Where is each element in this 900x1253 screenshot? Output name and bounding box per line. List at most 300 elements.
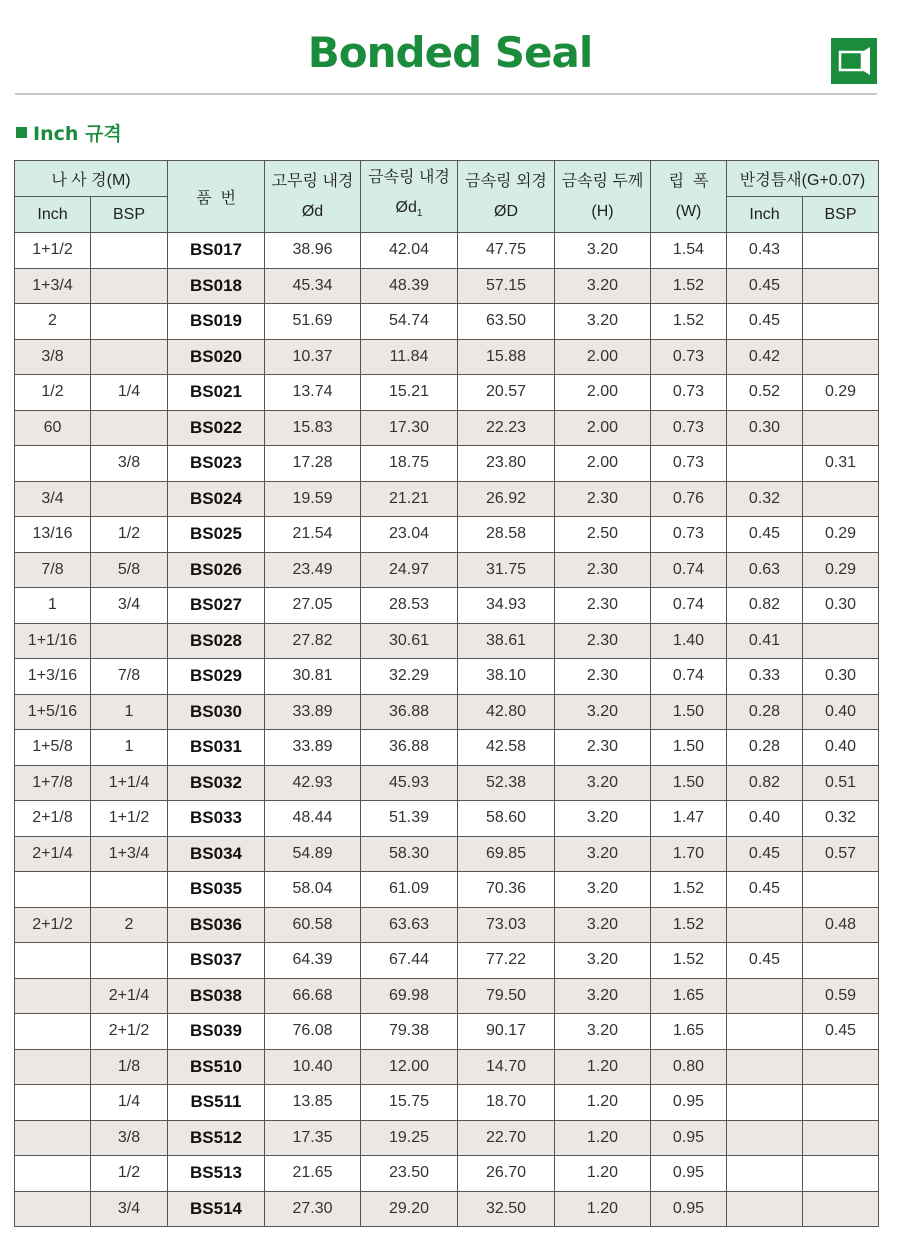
- cell-gap-bsp: 0.40: [803, 730, 879, 766]
- cell-metal-thickness: 2.30: [555, 730, 651, 766]
- page-title: Bonded Seal: [307, 28, 593, 77]
- cell-lip-width: 0.76: [651, 481, 727, 517]
- cell-bsp: 2+1/2: [91, 1014, 168, 1050]
- cell-gap-bsp: 0.57: [803, 836, 879, 872]
- table-row: [15, 623, 879, 659]
- cell-gap-bsp: [803, 1120, 879, 1156]
- cell-inch: 2+1/2: [15, 907, 91, 943]
- cell-metal-thickness: 2.00: [555, 375, 651, 411]
- cell-part-no: BS020: [168, 339, 265, 375]
- cell-metal-thickness: 3.20: [555, 765, 651, 801]
- spec-table-body: [15, 233, 879, 1227]
- table-row: [15, 410, 879, 446]
- cell-part-no: BS026: [168, 552, 265, 588]
- header-metal-thickness: [555, 161, 651, 233]
- table-row: [15, 446, 879, 482]
- cell-gap-inch: 0.40: [727, 801, 803, 837]
- table-row: [15, 765, 879, 801]
- cell-part-no: BS037: [168, 943, 265, 979]
- cell-lip-width: 0.73: [651, 517, 727, 553]
- header-metal-id-symbol: [361, 193, 457, 229]
- cell-metal-id: 15.75: [361, 1085, 458, 1121]
- table-row: [15, 375, 879, 411]
- cell-bsp: 2: [91, 907, 168, 943]
- cell-metal-thickness: 2.30: [555, 659, 651, 695]
- cell-metal-id: 45.93: [361, 765, 458, 801]
- table-row: [15, 1120, 879, 1156]
- cell-lip-width: 0.73: [651, 339, 727, 375]
- cell-metal-id: 30.61: [361, 623, 458, 659]
- cell-metal-od: 70.36: [458, 872, 555, 908]
- cell-bsp: 3/4: [91, 1191, 168, 1227]
- table-row: [15, 517, 879, 553]
- table-row: [15, 588, 879, 624]
- cell-gap-bsp: [803, 481, 879, 517]
- cell-bsp: 1/2: [91, 1156, 168, 1192]
- cell-metal-thickness: 2.50: [555, 517, 651, 553]
- cell-metal-od: 22.23: [458, 410, 555, 446]
- cell-inch: 7/8: [15, 552, 91, 588]
- cell-lip-width: 1.50: [651, 765, 727, 801]
- cell-rubber-id: 45.34: [265, 268, 361, 304]
- table-row: [15, 552, 879, 588]
- header-lip-width-label: 립 폭: [668, 172, 709, 190]
- cell-gap-inch: 0.43: [727, 233, 803, 269]
- cell-metal-thickness: 1.20: [555, 1156, 651, 1192]
- cell-metal-thickness: 3.20: [555, 872, 651, 908]
- cell-gap-inch: 0.45: [727, 943, 803, 979]
- cell-part-no: BS028: [168, 623, 265, 659]
- cell-lip-width: 1.52: [651, 872, 727, 908]
- cell-gap-inch: [727, 1014, 803, 1050]
- header-rubber-id-symbol: Ød: [301, 202, 324, 220]
- cell-gap-bsp: [803, 1191, 879, 1227]
- header-part-no: 품 번: [168, 161, 265, 233]
- header-metal-id: [361, 161, 458, 233]
- cell-bsp: 1/2: [91, 517, 168, 553]
- cell-part-no: BS023: [168, 446, 265, 482]
- cell-gap-inch: 0.42: [727, 339, 803, 375]
- cell-metal-thickness: 3.20: [555, 233, 651, 269]
- cell-rubber-id: 58.04: [265, 872, 361, 908]
- cell-metal-od: 32.50: [458, 1191, 555, 1227]
- header-inch: Inch: [15, 197, 91, 233]
- cell-metal-thickness: 1.20: [555, 1049, 651, 1085]
- cell-metal-od: 47.75: [458, 233, 555, 269]
- cell-rubber-id: 60.58: [265, 907, 361, 943]
- cell-metal-thickness: 2.30: [555, 623, 651, 659]
- cell-metal-id: 23.50: [361, 1156, 458, 1192]
- cell-metal-id: 61.09: [361, 872, 458, 908]
- cell-part-no: BS513: [168, 1156, 265, 1192]
- cell-gap-inch: 0.45: [727, 836, 803, 872]
- header-metal-id-subscript: 1: [416, 208, 423, 220]
- cell-metal-od: 26.70: [458, 1156, 555, 1192]
- cell-gap-inch: 0.52: [727, 375, 803, 411]
- cell-metal-thickness: 3.20: [555, 1014, 651, 1050]
- cell-gap-inch: 0.45: [727, 517, 803, 553]
- cell-bsp: 3/4: [91, 588, 168, 624]
- cell-gap-bsp: 0.51: [803, 765, 879, 801]
- cell-rubber-id: 38.96: [265, 233, 361, 269]
- table-row: [15, 907, 879, 943]
- header-gap-inch: Inch: [727, 197, 803, 233]
- cell-gap-inch: 0.45: [727, 268, 803, 304]
- cell-gap-bsp: [803, 623, 879, 659]
- cell-part-no: BS031: [168, 730, 265, 766]
- cell-bsp: 2+1/4: [91, 978, 168, 1014]
- cell-gap-inch: [727, 1191, 803, 1227]
- cell-gap-bsp: [803, 304, 879, 340]
- cell-metal-od: 42.80: [458, 694, 555, 730]
- cell-metal-thickness: 2.00: [555, 446, 651, 482]
- cell-gap-bsp: 0.29: [803, 375, 879, 411]
- cell-metal-id: 11.84: [361, 339, 458, 375]
- cell-metal-id: 69.98: [361, 978, 458, 1014]
- cell-gap-bsp: [803, 339, 879, 375]
- cell-part-no: BS025: [168, 517, 265, 553]
- cell-lip-width: 1.40: [651, 623, 727, 659]
- cell-lip-width: 0.73: [651, 375, 727, 411]
- cell-inch: 1+1/16: [15, 623, 91, 659]
- cell-lip-width: 1.70: [651, 836, 727, 872]
- header-bsp: BSP: [91, 197, 168, 233]
- cell-rubber-id: 19.59: [265, 481, 361, 517]
- header-lip-width-symbol: (W): [675, 202, 702, 220]
- cell-part-no: BS022: [168, 410, 265, 446]
- header-rubber-id-label: 고무링 내경: [271, 172, 354, 190]
- cell-metal-id: 42.04: [361, 233, 458, 269]
- cell-metal-id: 67.44: [361, 943, 458, 979]
- cell-gap-bsp: [803, 872, 879, 908]
- cell-gap-bsp: [803, 1085, 879, 1121]
- table-row: [15, 1085, 879, 1121]
- cell-metal-thickness: 3.20: [555, 694, 651, 730]
- cell-gap-bsp: 0.29: [803, 517, 879, 553]
- cell-rubber-id: 21.54: [265, 517, 361, 553]
- cell-bsp: [91, 268, 168, 304]
- cell-rubber-id: 64.39: [265, 943, 361, 979]
- cell-bsp: [91, 233, 168, 269]
- cell-rubber-id: 17.28: [265, 446, 361, 482]
- cell-metal-od: 18.70: [458, 1085, 555, 1121]
- cell-metal-id: 36.88: [361, 694, 458, 730]
- cell-lip-width: 0.73: [651, 446, 727, 482]
- cell-metal-id: 54.74: [361, 304, 458, 340]
- cell-gap-bsp: 0.48: [803, 907, 879, 943]
- cell-bsp: 1: [91, 730, 168, 766]
- table-row: [15, 801, 879, 837]
- cell-metal-thickness: 3.20: [555, 801, 651, 837]
- header-gap-bsp: BSP: [803, 197, 879, 233]
- cell-part-no: BS039: [168, 1014, 265, 1050]
- cell-gap-inch: 0.82: [727, 765, 803, 801]
- cell-inch: 1+5/8: [15, 730, 91, 766]
- cell-gap-bsp: 0.30: [803, 659, 879, 695]
- cell-metal-thickness: 3.20: [555, 943, 651, 979]
- cell-inch: 1+5/16: [15, 694, 91, 730]
- cell-metal-od: 26.92: [458, 481, 555, 517]
- cell-metal-id: 17.30: [361, 410, 458, 446]
- cell-gap-inch: 0.33: [727, 659, 803, 695]
- cell-inch: [15, 1049, 91, 1085]
- cell-lip-width: 1.50: [651, 730, 727, 766]
- cell-metal-thickness: 3.20: [555, 304, 651, 340]
- cell-gap-bsp: 0.45: [803, 1014, 879, 1050]
- cell-lip-width: 1.65: [651, 1014, 727, 1050]
- cell-rubber-id: 51.69: [265, 304, 361, 340]
- table-row: [15, 339, 879, 375]
- cell-gap-bsp: 0.31: [803, 446, 879, 482]
- cell-lip-width: 0.95: [651, 1085, 727, 1121]
- cell-rubber-id: 15.83: [265, 410, 361, 446]
- cell-gap-inch: [727, 1120, 803, 1156]
- cell-bsp: 5/8: [91, 552, 168, 588]
- cell-part-no: BS032: [168, 765, 265, 801]
- cell-metal-od: 73.03: [458, 907, 555, 943]
- cell-inch: 1/2: [15, 375, 91, 411]
- cell-bsp: 1/8: [91, 1049, 168, 1085]
- cell-bsp: 1/4: [91, 375, 168, 411]
- table-row: [15, 1049, 879, 1085]
- cell-metal-id: 51.39: [361, 801, 458, 837]
- cell-metal-od: 22.70: [458, 1120, 555, 1156]
- cell-bsp: [91, 304, 168, 340]
- cell-metal-od: 23.80: [458, 446, 555, 482]
- cell-metal-id: 24.97: [361, 552, 458, 588]
- cell-metal-thickness: 3.20: [555, 836, 651, 872]
- section-heading: [16, 119, 122, 146]
- cell-metal-id: 19.25: [361, 1120, 458, 1156]
- cell-lip-width: 0.95: [651, 1156, 727, 1192]
- cell-metal-od: 34.93: [458, 588, 555, 624]
- cell-gap-inch: [727, 1085, 803, 1121]
- cell-part-no: BS512: [168, 1120, 265, 1156]
- cell-metal-thickness: 2.30: [555, 552, 651, 588]
- cell-lip-width: 1.47: [651, 801, 727, 837]
- cell-rubber-id: 10.40: [265, 1049, 361, 1085]
- cell-rubber-id: 76.08: [265, 1014, 361, 1050]
- cell-inch: 2+1/8: [15, 801, 91, 837]
- cell-metal-id: 63.63: [361, 907, 458, 943]
- cell-inch: 1: [15, 588, 91, 624]
- cell-gap-inch: [727, 1156, 803, 1192]
- cell-metal-id: 29.20: [361, 1191, 458, 1227]
- cell-part-no: BS021: [168, 375, 265, 411]
- cell-metal-od: 58.60: [458, 801, 555, 837]
- cell-bsp: 3/8: [91, 1120, 168, 1156]
- cell-gap-inch: 0.82: [727, 588, 803, 624]
- cell-inch: [15, 446, 91, 482]
- table-row: [15, 659, 879, 695]
- cell-gap-inch: 0.30: [727, 410, 803, 446]
- cell-metal-od: 63.50: [458, 304, 555, 340]
- cell-inch: 3/4: [15, 481, 91, 517]
- cell-metal-od: 15.88: [458, 339, 555, 375]
- header-metal-od-symbol: ØD: [494, 202, 518, 220]
- cell-gap-inch: 0.28: [727, 694, 803, 730]
- cell-gap-inch: [727, 1049, 803, 1085]
- speaker-icon: [831, 38, 877, 84]
- title-divider: [15, 93, 877, 95]
- cell-inch: [15, 872, 91, 908]
- cell-lip-width: 0.73: [651, 410, 727, 446]
- table-row: [15, 872, 879, 908]
- cell-lip-width: 1.52: [651, 268, 727, 304]
- cell-inch: 1+1/2: [15, 233, 91, 269]
- cell-rubber-id: 10.37: [265, 339, 361, 375]
- cell-rubber-id: 13.74: [265, 375, 361, 411]
- cell-rubber-id: 27.30: [265, 1191, 361, 1227]
- table-row: [15, 481, 879, 517]
- header-radial-gap: 반경틈새(G+0.07): [727, 161, 879, 197]
- cell-part-no: BS034: [168, 836, 265, 872]
- header-lip-width: [651, 161, 727, 233]
- cell-metal-od: 57.15: [458, 268, 555, 304]
- cell-part-no: BS033: [168, 801, 265, 837]
- cell-gap-inch: 0.28: [727, 730, 803, 766]
- cell-inch: 1+3/16: [15, 659, 91, 695]
- cell-metal-id: 32.29: [361, 659, 458, 695]
- cell-part-no: BS019: [168, 304, 265, 340]
- header-metal-id-sym: Ød: [395, 199, 417, 217]
- cell-metal-id: 21.21: [361, 481, 458, 517]
- cell-metal-od: 42.58: [458, 730, 555, 766]
- cell-metal-thickness: 1.20: [555, 1191, 651, 1227]
- cell-gap-bsp: [803, 233, 879, 269]
- cell-bsp: [91, 410, 168, 446]
- header-metal-od: [458, 161, 555, 233]
- header-metal-od-label: 금속링 외경: [465, 172, 547, 190]
- cell-rubber-id: 54.89: [265, 836, 361, 872]
- cell-metal-thickness: 2.00: [555, 339, 651, 375]
- table-row: [15, 943, 879, 979]
- cell-part-no: BS027: [168, 588, 265, 624]
- cell-part-no: BS018: [168, 268, 265, 304]
- table-row: [15, 268, 879, 304]
- header-metal-thickness-label: 금속링 두께: [561, 172, 644, 190]
- table-row: [15, 978, 879, 1014]
- cell-rubber-id: 27.82: [265, 623, 361, 659]
- cell-rubber-id: 66.68: [265, 978, 361, 1014]
- cell-bsp: [91, 872, 168, 908]
- cell-gap-bsp: 0.40: [803, 694, 879, 730]
- cell-inch: 13/16: [15, 517, 91, 553]
- cell-bsp: 3/8: [91, 446, 168, 482]
- cell-inch: 60: [15, 410, 91, 446]
- cell-inch: [15, 1156, 91, 1192]
- table-row: [15, 1156, 879, 1192]
- cell-rubber-id: 27.05: [265, 588, 361, 624]
- cell-rubber-id: 48.44: [265, 801, 361, 837]
- cell-lip-width: 1.52: [651, 943, 727, 979]
- cell-inch: [15, 978, 91, 1014]
- cell-gap-inch: 0.45: [727, 872, 803, 908]
- cell-gap-inch: [727, 978, 803, 1014]
- cell-bsp: 1+3/4: [91, 836, 168, 872]
- cell-metal-od: 38.61: [458, 623, 555, 659]
- cell-bsp: 1+1/2: [91, 801, 168, 837]
- table-row: [15, 694, 879, 730]
- cell-bsp: [91, 339, 168, 375]
- cell-gap-inch: 0.32: [727, 481, 803, 517]
- cell-inch: 3/8: [15, 339, 91, 375]
- cell-metal-od: 52.38: [458, 765, 555, 801]
- square-bullet-icon: [16, 127, 27, 138]
- cell-metal-id: 12.00: [361, 1049, 458, 1085]
- cell-metal-od: 79.50: [458, 978, 555, 1014]
- cell-gap-bsp: [803, 1049, 879, 1085]
- cell-metal-od: 28.58: [458, 517, 555, 553]
- cell-metal-od: 69.85: [458, 836, 555, 872]
- cell-part-no: BS511: [168, 1085, 265, 1121]
- header-metal-thickness-symbol: (H): [591, 202, 614, 220]
- cell-metal-thickness: 3.20: [555, 978, 651, 1014]
- spec-table: [14, 160, 879, 1227]
- cell-bsp: 1/4: [91, 1085, 168, 1121]
- cell-lip-width: 0.74: [651, 588, 727, 624]
- cell-lip-width: 1.52: [651, 304, 727, 340]
- cell-inch: [15, 1191, 91, 1227]
- table-row: [15, 730, 879, 766]
- cell-metal-thickness: 2.30: [555, 481, 651, 517]
- cell-part-no: BS038: [168, 978, 265, 1014]
- cell-gap-bsp: [803, 268, 879, 304]
- cell-rubber-id: 13.85: [265, 1085, 361, 1121]
- cell-part-no: BS017: [168, 233, 265, 269]
- cell-gap-bsp: [803, 943, 879, 979]
- cell-metal-id: 23.04: [361, 517, 458, 553]
- cell-bsp: 1: [91, 694, 168, 730]
- cell-part-no: BS036: [168, 907, 265, 943]
- cell-gap-inch: 0.63: [727, 552, 803, 588]
- cell-gap-inch: [727, 446, 803, 482]
- cell-gap-bsp: 0.30: [803, 588, 879, 624]
- cell-inch: [15, 1014, 91, 1050]
- header-rubber-id: [265, 161, 361, 233]
- header-metal-id-label: 금속링 내경: [368, 169, 450, 187]
- table-row: [15, 836, 879, 872]
- cell-metal-id: 18.75: [361, 446, 458, 482]
- cell-rubber-id: 23.49: [265, 552, 361, 588]
- cell-lip-width: 0.95: [651, 1120, 727, 1156]
- cell-metal-od: 31.75: [458, 552, 555, 588]
- cell-lip-width: 0.95: [651, 1191, 727, 1227]
- cell-rubber-id: 33.89: [265, 694, 361, 730]
- cell-metal-id: 79.38: [361, 1014, 458, 1050]
- table-row: [15, 233, 879, 269]
- cell-metal-id: 28.53: [361, 588, 458, 624]
- cell-part-no: BS035: [168, 872, 265, 908]
- cell-metal-thickness: 1.20: [555, 1085, 651, 1121]
- cell-part-no: BS030: [168, 694, 265, 730]
- cell-lip-width: 1.65: [651, 978, 727, 1014]
- cell-metal-od: 77.22: [458, 943, 555, 979]
- table-row: [15, 304, 879, 340]
- cell-gap-inch: [727, 907, 803, 943]
- cell-lip-width: 1.50: [651, 694, 727, 730]
- cell-gap-bsp: 0.29: [803, 552, 879, 588]
- cell-metal-thickness: 3.20: [555, 268, 651, 304]
- cell-metal-id: 36.88: [361, 730, 458, 766]
- cell-rubber-id: 21.65: [265, 1156, 361, 1192]
- cell-gap-bsp: 0.32: [803, 801, 879, 837]
- cell-rubber-id: 42.93: [265, 765, 361, 801]
- cell-lip-width: 0.80: [651, 1049, 727, 1085]
- cell-part-no: BS510: [168, 1049, 265, 1085]
- cell-bsp: [91, 623, 168, 659]
- cell-gap-inch: 0.45: [727, 304, 803, 340]
